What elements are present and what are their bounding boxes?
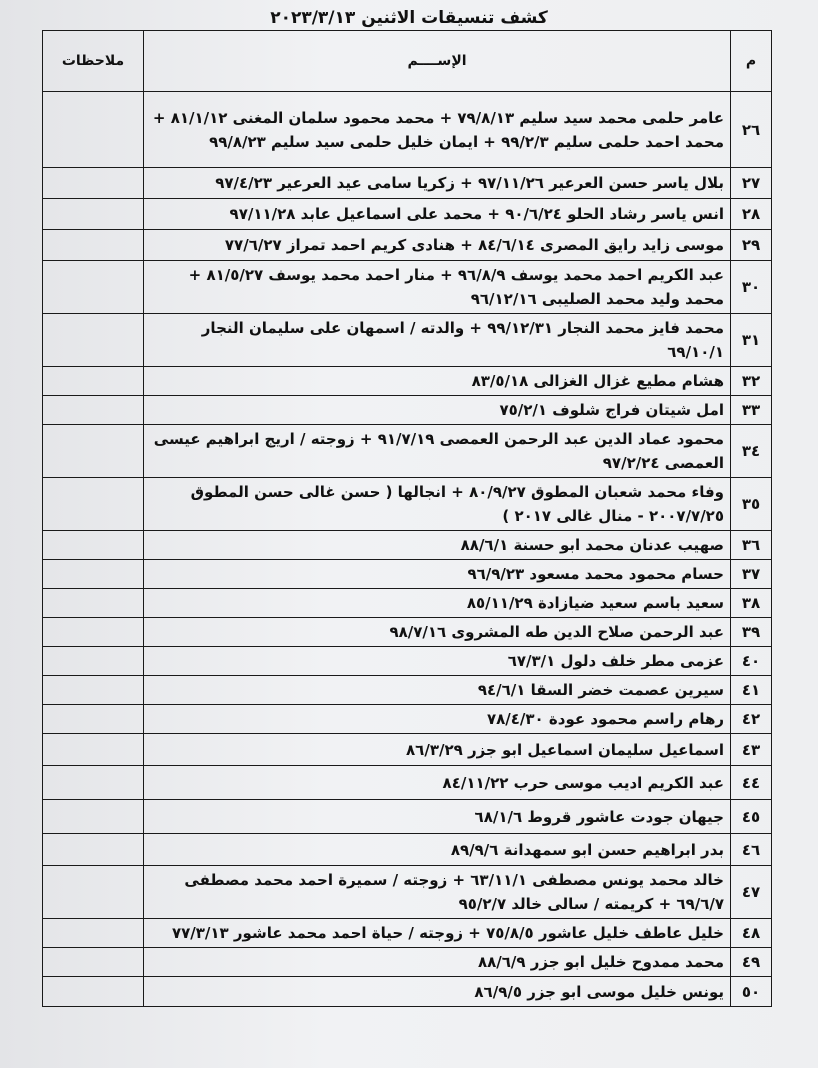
table-row — [43, 560, 772, 589]
row-number: ٥٠ — [731, 977, 772, 1007]
table-row — [43, 314, 772, 367]
row-notes — [43, 705, 144, 734]
row-number: ٣١ — [731, 314, 772, 367]
row-number: ٣٠ — [731, 261, 772, 314]
row-number: ٤٣ — [731, 734, 772, 766]
row-number: ٣٩ — [731, 618, 772, 647]
row-name: عبد الرحمن صلاح الدين طه المشروى ٩٨/٧/١٦ — [144, 618, 731, 647]
table-row — [43, 734, 772, 766]
row-notes — [43, 977, 144, 1007]
row-number: ٣٢ — [731, 367, 772, 396]
row-number: ٤٩ — [731, 948, 772, 977]
row-notes — [43, 396, 144, 425]
table-row — [43, 531, 772, 560]
row-number: ٢٩ — [731, 230, 772, 261]
row-number: ٣٥ — [731, 478, 772, 531]
row-notes — [43, 589, 144, 618]
row-notes — [43, 948, 144, 977]
table-row — [43, 766, 772, 800]
row-number: ٤١ — [731, 676, 772, 705]
row-name: خالد محمد يونس مصطفى ٦٣/١١/١ + زوجته / سميرة احمد محمد مصطفى ٦٩/٦/٧ + كريمته / سالى خالد ٩٥/٢/٧ — [144, 866, 731, 919]
row-notes — [43, 618, 144, 647]
row-notes — [43, 766, 144, 800]
row-name: اسماعيل سليمان اسماعيل ابو جزر ٨٦/٣/٢٩ — [144, 734, 731, 766]
table-row — [43, 948, 772, 977]
row-notes — [43, 92, 144, 168]
table-row — [43, 168, 772, 199]
row-notes — [43, 834, 144, 866]
row-name: بدر ابراهيم حسن ابو سمهدانة ٨٩/٩/٦ — [144, 834, 731, 866]
coordination-table — [42, 30, 772, 1007]
row-notes — [43, 425, 144, 478]
table-row — [43, 618, 772, 647]
row-number: ٤٧ — [731, 866, 772, 919]
row-number: ٣٣ — [731, 396, 772, 425]
table-row — [43, 589, 772, 618]
row-name: وفاء محمد شعبان المطوق ٨٠/٩/٢٧ + انجالها ( حسن غالى حسن المطوق ٢٠٠٧/٧/٢٥ - منال غالى ٢٠١٧ ) — [144, 478, 731, 531]
table-body — [43, 92, 772, 1007]
row-number: ٢٦ — [731, 92, 772, 168]
row-name: جيهان جودت عاشور قروط ٦٨/١/٦ — [144, 800, 731, 834]
table-row — [43, 977, 772, 1007]
row-notes — [43, 647, 144, 676]
table-row — [43, 261, 772, 314]
row-name: هشام مطيع غزال الغزالى ٨٣/٥/١٨ — [144, 367, 731, 396]
row-name: عامر حلمى محمد سيد سليم ٧٩/٨/١٣ + محمد محمود سلمان المغنى ٨١/١/١٢ + محمد احمد حلمى سليم ٩٩/٢/٣ + ايمان خليل حلمى سيد سليم ٩٩/٨/٢٣ — [144, 92, 731, 168]
table-row — [43, 367, 772, 396]
row-notes — [43, 919, 144, 948]
header-name-label: الإســــم — [407, 53, 467, 69]
row-name: صهيب عدنان محمد ابو حسنة ٨٨/٦/١ — [144, 531, 731, 560]
row-notes — [43, 478, 144, 531]
row-notes — [43, 367, 144, 396]
row-notes — [43, 261, 144, 314]
table-row — [43, 866, 772, 919]
row-number: ٤٢ — [731, 705, 772, 734]
table-row — [43, 478, 772, 531]
table-header-row — [43, 31, 772, 92]
row-number: ٤٨ — [731, 919, 772, 948]
row-number: ٣٧ — [731, 560, 772, 589]
row-name: امل شيتان فراج شلوف ٧٥/٢/١ — [144, 396, 731, 425]
row-notes — [43, 676, 144, 705]
row-name: محمد ممدوح خليل ابو جزر ٨٨/٦/٩ — [144, 948, 731, 977]
header-number: م — [731, 31, 772, 92]
row-name: محمد فايز محمد النجار ٩٩/١٢/٣١ + والدته / اسمهان على سليمان النجار ٦٩/١٠/١ — [144, 314, 731, 367]
table-row — [43, 425, 772, 478]
row-name: خليل عاطف خليل عاشور ٧٥/٨/٥ + زوجته / حياة احمد محمد عاشور ٧٧/٣/١٣ — [144, 919, 731, 948]
table-row — [43, 92, 772, 168]
row-name: موسى زايد رايق المصرى ٨٤/٦/١٤ + هنادى كريم احمد تمراز ٧٧/٦/٢٧ — [144, 230, 731, 261]
header-notes: ملاحظات — [43, 31, 144, 92]
row-number: ٤٤ — [731, 766, 772, 800]
row-notes — [43, 230, 144, 261]
row-name: يونس خليل موسى ابو جزر ٨٦/٩/٥ — [144, 977, 731, 1007]
table-row — [43, 647, 772, 676]
row-name: سعيد باسم سعيد ضيازادة ٨٥/١١/٢٩ — [144, 589, 731, 618]
row-notes — [43, 560, 144, 589]
row-notes — [43, 734, 144, 766]
row-number: ٣٤ — [731, 425, 772, 478]
row-notes — [43, 800, 144, 834]
table-row — [43, 705, 772, 734]
row-name: عبد الكريم احمد محمد يوسف ٩٦/٨/٩ + منار احمد محمد يوسف ٨١/٥/٢٧ + محمد وليد محمد الصليبى ٩٦/١٢/١٦ — [144, 261, 731, 314]
row-name: عزمى مطر خلف دلول ٦٧/٣/١ — [144, 647, 731, 676]
row-name: حسام محمود محمد مسعود ٩٦/٩/٢٣ — [144, 560, 731, 589]
row-notes — [43, 168, 144, 199]
row-number: ٤٠ — [731, 647, 772, 676]
table-row — [43, 919, 772, 948]
row-name: بلال ياسر حسن العرعير ٩٧/١١/٢٦ + زكريا سامى عيد العرعير ٩٧/٤/٢٣ — [144, 168, 731, 199]
row-number: ٢٨ — [731, 199, 772, 230]
table-row — [43, 676, 772, 705]
row-number: ٣٦ — [731, 531, 772, 560]
row-notes — [43, 199, 144, 230]
row-number: ٤٥ — [731, 800, 772, 834]
table-row — [43, 230, 772, 261]
table-row — [43, 396, 772, 425]
row-notes — [43, 531, 144, 560]
table-row — [43, 834, 772, 866]
table-row — [43, 199, 772, 230]
row-name: سيرين عصمت خضر السقا ٩٤/٦/١ — [144, 676, 731, 705]
header-name — [144, 31, 731, 92]
row-number: ٤٦ — [731, 834, 772, 866]
row-notes — [43, 314, 144, 367]
row-notes — [43, 866, 144, 919]
row-number: ٢٧ — [731, 168, 772, 199]
table-row — [43, 800, 772, 834]
document-title: كشف تنسيقات الاثنين ٢٠٢٣/٣/١٣ — [270, 8, 548, 28]
row-number: ٣٨ — [731, 589, 772, 618]
row-name: محمود عماد الدين عبد الرحمن العمصى ٩١/٧/١٩ + زوجته / اريج ابراهيم عيسى العمصى ٩٧/٢/٢٤ — [144, 425, 731, 478]
row-name: عبد الكريم اديب موسى حرب ٨٤/١١/٢٢ — [144, 766, 731, 800]
row-name: رهام راسم محمود عودة ٧٨/٤/٣٠ — [144, 705, 731, 734]
row-name: انس ياسر رشاد الحلو ٩٠/٦/٢٤ + محمد على اسماعيل عابد ٩٧/١١/٢٨ — [144, 199, 731, 230]
